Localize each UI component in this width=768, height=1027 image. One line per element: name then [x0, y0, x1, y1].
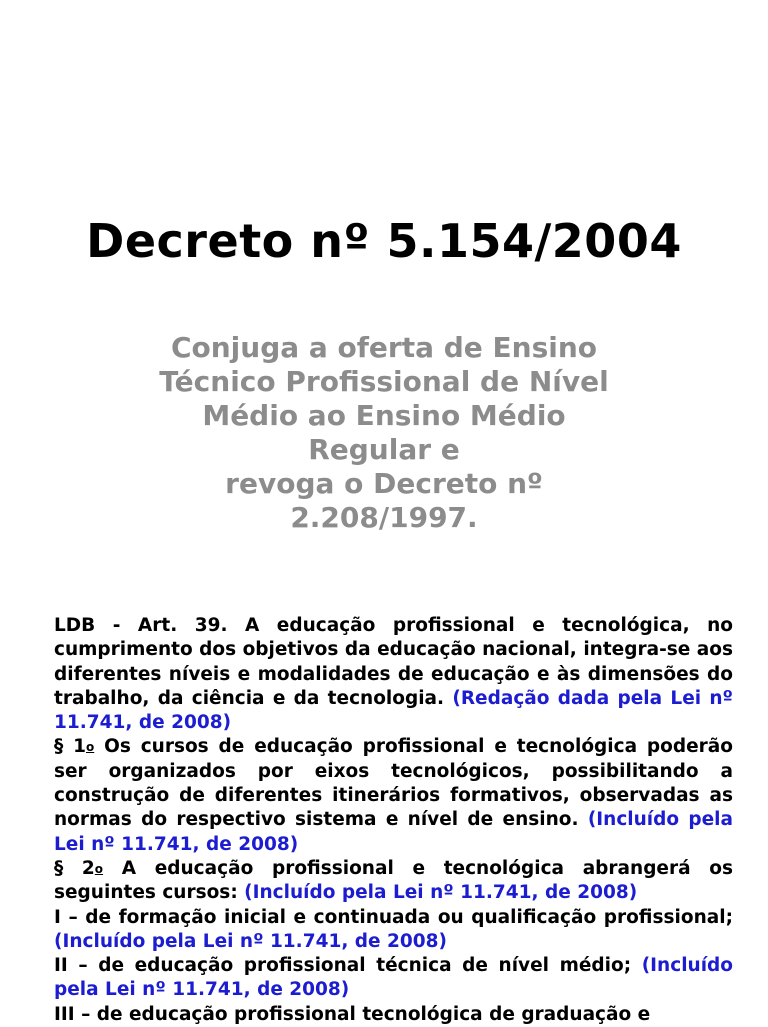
paragraph-section-1 [54, 735, 733, 856]
subtitle-line: Técnico Profissional de Nível [159, 365, 609, 398]
ordinal-indicator: o [94, 861, 104, 876]
ordinal-indicator: o [85, 740, 95, 755]
paragraph-text: LDB - Art. 39. A educação profissional e tecnológica, no cumprimento dos objetivos da educação nacional, integra-se aos diferentes níveis e modalidades de educação e às dimensões do trabalho, da ciência e da tecnologia. [54, 615, 733, 709]
legal-reference: (Incluído pela Lei nº 11.741, de 2008) [54, 955, 733, 1001]
paragraph-text: Os cursos de educação profissional e tecnológica poderão ser organizados por eixos tecnológicos, possibilitando a construção de diferentes itinerários formativos, observadas as normas do respectivo sistema e nível de ensino. [54, 736, 733, 831]
page-title: Decreto nº 5.154/2004 [86, 214, 682, 268]
paragraph-text: I – de formação inicial e continuada ou qualificação profissional; [54, 906, 733, 928]
paragraph-item-i [54, 906, 733, 955]
paragraph-text: A educação profissional e tecnológica abrangerá os seguintes cursos: [54, 857, 733, 904]
paragraph-section-2 [54, 857, 733, 906]
section-marker: § 2 [54, 857, 95, 879]
subtitle-line: Médio ao Ensino Médio [202, 399, 566, 432]
paragraph-item-iii [54, 1003, 733, 1027]
paragraph-art-39 [54, 614, 733, 735]
section-marker: § 1 [54, 736, 86, 758]
subtitle-line: Conjuga a oferta de Ensino [170, 331, 598, 364]
legal-reference: (Incluído pela Lei nº 11.741, de 2008) [54, 930, 447, 952]
law-text [54, 614, 733, 1027]
legal-reference: (Incluído pela Lei nº 11.741, de 2008) [54, 809, 734, 855]
subtitle-line: revoga o Decreto nº [225, 467, 543, 500]
subtitle-line: 2.208/1997. [290, 501, 478, 534]
subtitle-line: Regular e [308, 433, 460, 466]
legal-reference: (Incluído pela Lei nº 11.741, de 2008) [244, 882, 638, 904]
subtitle [84, 331, 684, 535]
legal-reference: (Redação dada pela Lei nº 11.741, de 2008) [54, 687, 733, 734]
paragraph-text: II – de educação profissional técnica de nível médio; [54, 955, 642, 977]
paragraph-text: III – de educação profissional tecnológica de graduação e [54, 1003, 651, 1025]
paragraph-item-ii [54, 954, 733, 1003]
